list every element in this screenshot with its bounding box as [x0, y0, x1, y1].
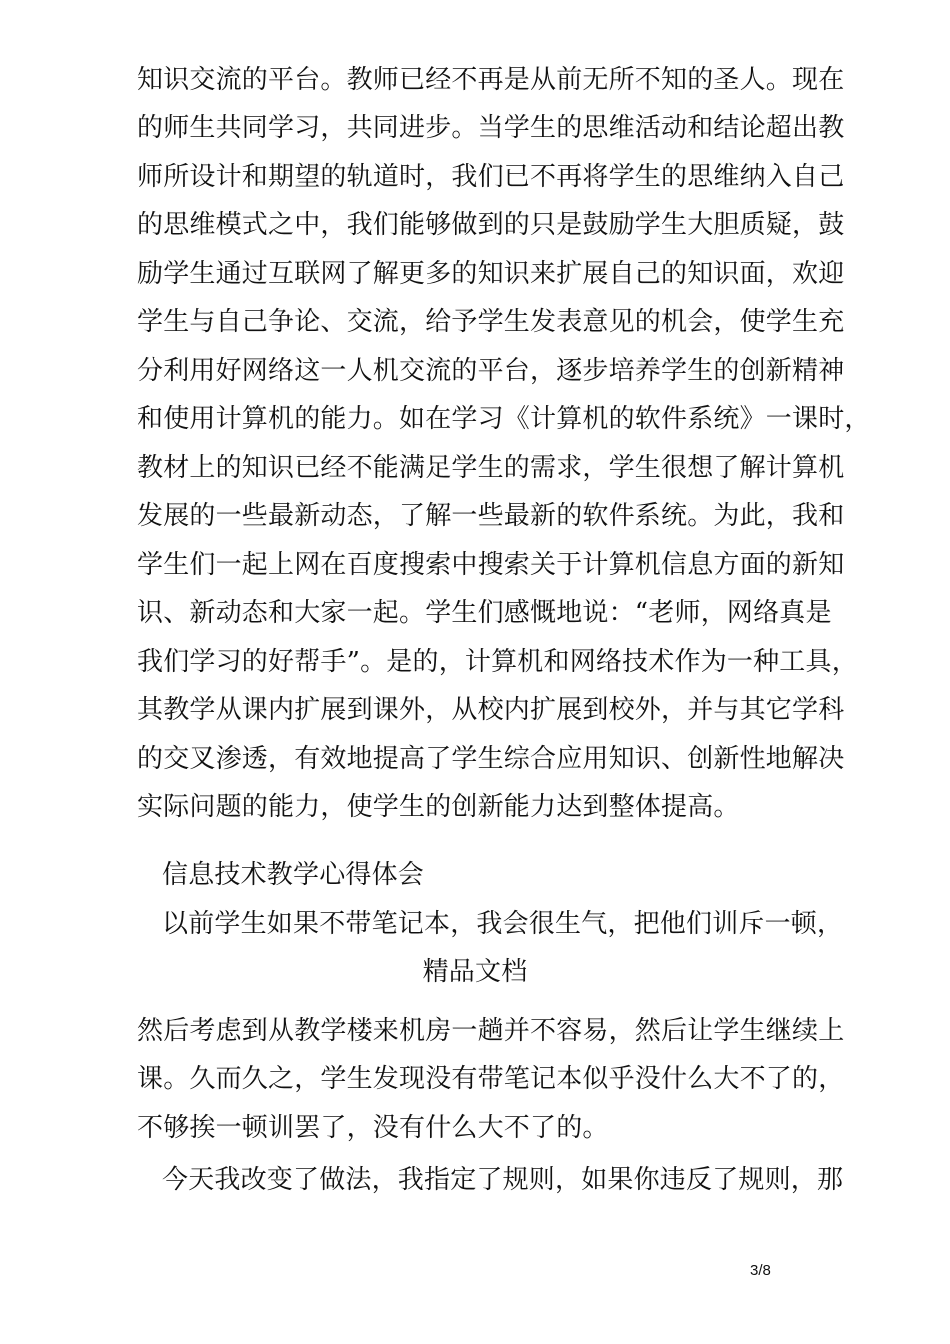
watermark-text: 精品文档 — [422, 957, 528, 987]
text-line: 分利用好网络这一人机交流的平台，逐步培养学生的创新精神 — [137, 356, 845, 386]
text-line: 今天我改变了做法，我指定了规则，如果你违反了规则，那 — [162, 1165, 844, 1195]
text-line: 实际问题的能力，使学生的创新能力达到整体提高。 — [137, 792, 740, 822]
text-line: 的交叉渗透，有效地提高了学生综合应用知识、创新性地解决 — [137, 744, 845, 774]
text-line: 不够挨一顿训罢了，没有什么大不了的。 — [137, 1113, 609, 1143]
text-line: 课。久而久之，学生发现没有带笔记本似乎没什么大不了的， — [137, 1064, 845, 1094]
text-line: 的思维模式之中，我们能够做到的只是鼓励学生大胆质疑，鼓 — [137, 210, 845, 240]
text-line: 我们学习的好帮手”。是的，计算机和网络技术作为一种工具， — [137, 647, 858, 677]
text-line: 识、新动态和大家一起。学生们感慨地说：“老师，网络真是 — [137, 598, 832, 628]
text-line: 学生们一起上网在百度搜索中搜索关于计算机信息方面的新知 — [137, 550, 845, 580]
text-line: 教材上的知识已经不能满足学生的需求，学生很想了解计算机 — [137, 453, 845, 483]
text-line: 和使用计算机的能力。如在学习《计算机的软件系统》一课时， — [137, 404, 871, 434]
text-line: 的师生共同学习，共同进步。当学生的思维活动和结论超出教 — [137, 113, 845, 143]
section-heading: 信息技术教学心得体会 — [162, 860, 425, 890]
text-line: 师所设计和期望的轨道时，我们已不再将学生的思维纳入自己 — [137, 162, 845, 192]
text-line: 知识交流的平台。教师已经不再是从前无所不知的圣人。现在 — [137, 65, 845, 95]
page-number: 3/8 — [750, 1262, 771, 1279]
text-line: 励学生通过互联网了解更多的知识来扩展自己的知识面，欢迎 — [137, 259, 845, 289]
text-line: 以前学生如果不带笔记本，我会很生气，把他们训斥一顿， — [162, 909, 844, 939]
text-line: 然后考虑到从教学楼来机房一趟并不容易，然后让学生继续上 — [137, 1016, 845, 1046]
text-line: 发展的一些最新动态，了解一些最新的软件系统。为此，我和 — [137, 501, 845, 531]
text-line: 学生与自己争论、交流，给予学生发表意见的机会，使学生充 — [137, 307, 845, 337]
text-line: 其教学从课内扩展到课外，从校内扩展到校外，并与其它学科 — [137, 695, 845, 725]
